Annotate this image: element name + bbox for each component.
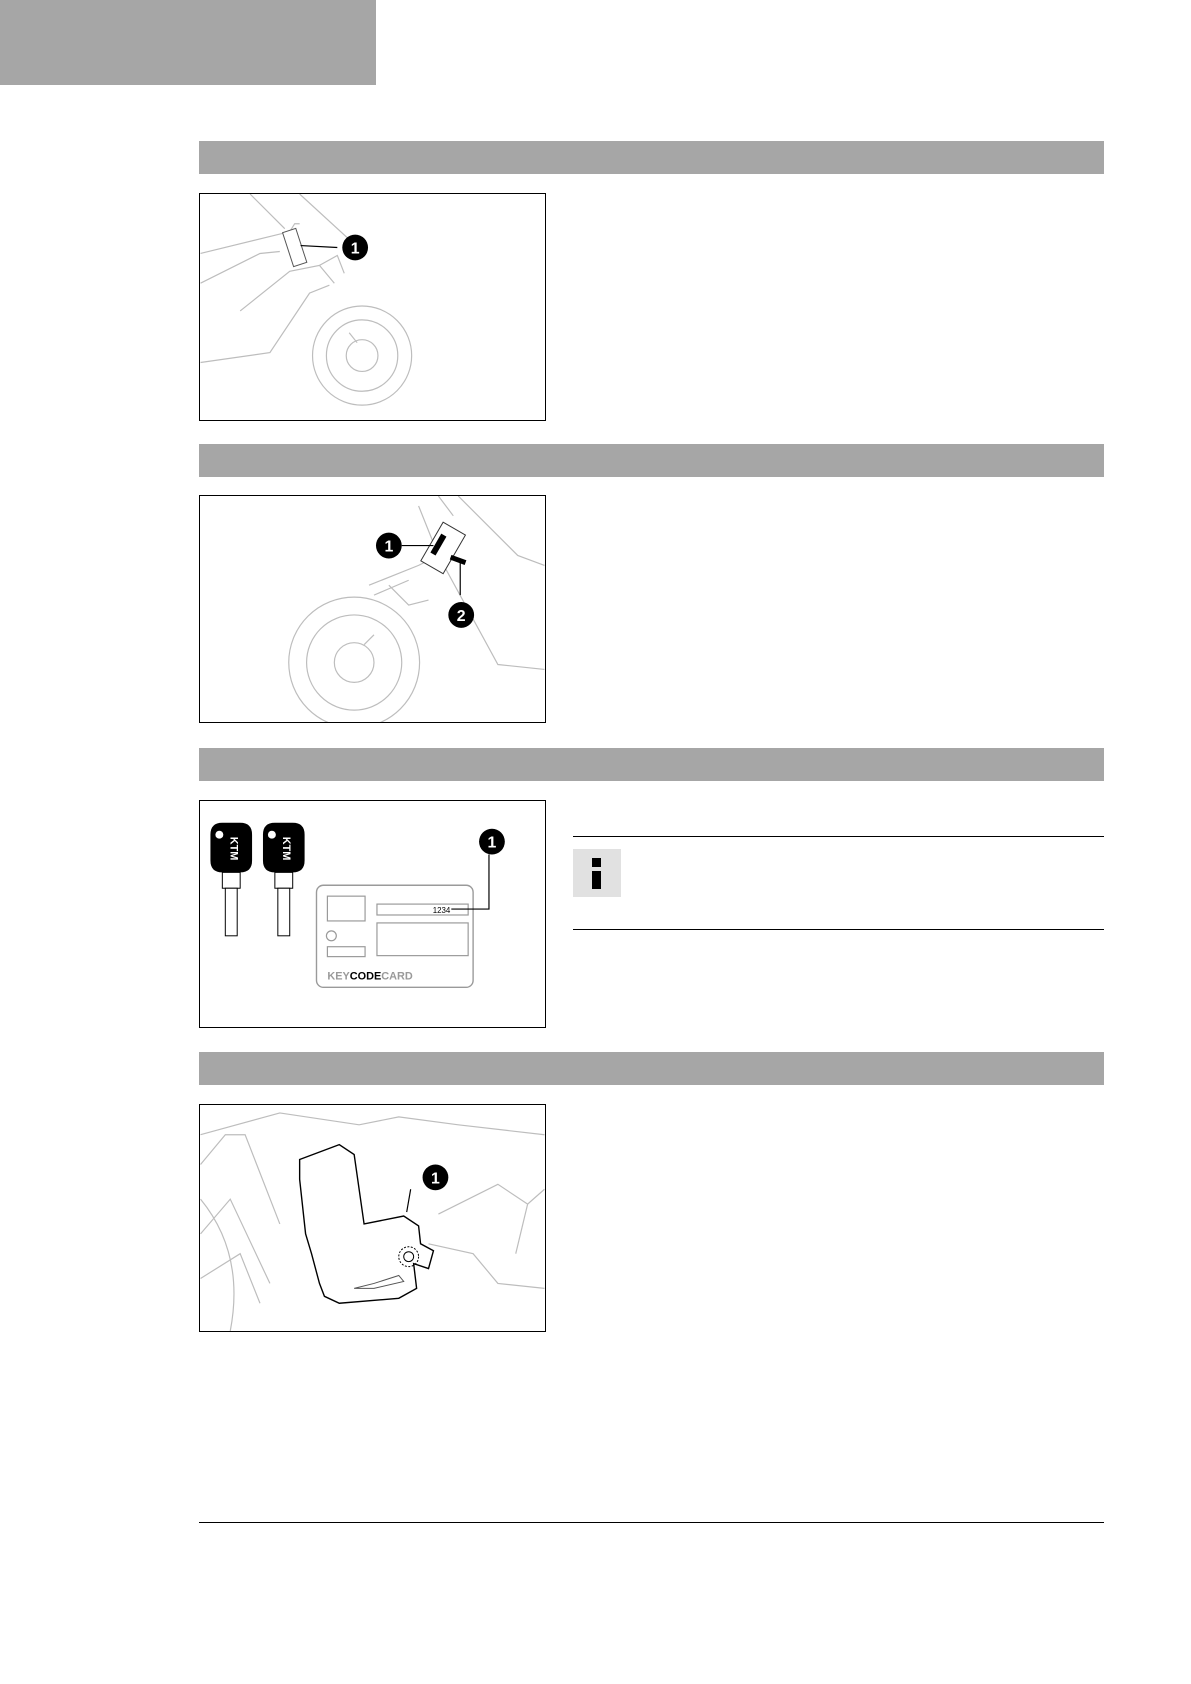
callout-badge-1	[342, 235, 368, 261]
footer-rule	[199, 1522, 1104, 1523]
figure-frame-number	[199, 193, 546, 421]
ignition-key-right	[263, 823, 305, 936]
callout-badge-1	[479, 829, 505, 855]
note-rule-bottom	[573, 929, 1104, 930]
motorcycle-line-art	[289, 496, 545, 722]
svg-text:1: 1	[384, 538, 394, 556]
svg-text:KTM: KTM	[279, 836, 292, 861]
callout-badge-2	[448, 602, 474, 628]
callout-badge-1	[376, 533, 402, 559]
info-icon	[573, 849, 621, 897]
figure-type-label	[199, 495, 546, 723]
section-header-bar-engine-number	[199, 1052, 1104, 1085]
callout-leader-1	[301, 246, 338, 248]
svg-text:KTM: KTM	[227, 836, 240, 861]
svg-text:1: 1	[431, 1170, 440, 1188]
key-number-value: 1234	[432, 906, 451, 916]
ignition-key-left	[210, 823, 252, 936]
frame-number-plate	[283, 228, 307, 266]
svg-text:1: 1	[487, 834, 497, 852]
key-code-card	[316, 885, 473, 987]
figure-engine-number	[199, 1104, 546, 1332]
callout-badge-1	[423, 1164, 449, 1190]
key-code-card-label: KEYCODECARD	[327, 970, 413, 983]
motorcycle-line-art	[201, 194, 412, 405]
section-header-bar-type-label	[199, 444, 1104, 477]
note-rule-top	[573, 836, 1104, 837]
figure-key-number	[199, 800, 546, 1028]
callout-leader-1	[407, 1189, 411, 1212]
section-header-bar-frame-number	[199, 141, 1104, 174]
section-header-bar-key-number	[199, 748, 1104, 781]
svg-text:2: 2	[456, 607, 466, 625]
engine-case-outline	[300, 1145, 434, 1304]
svg-text:1: 1	[350, 240, 360, 258]
chapter-tab	[0, 0, 376, 85]
